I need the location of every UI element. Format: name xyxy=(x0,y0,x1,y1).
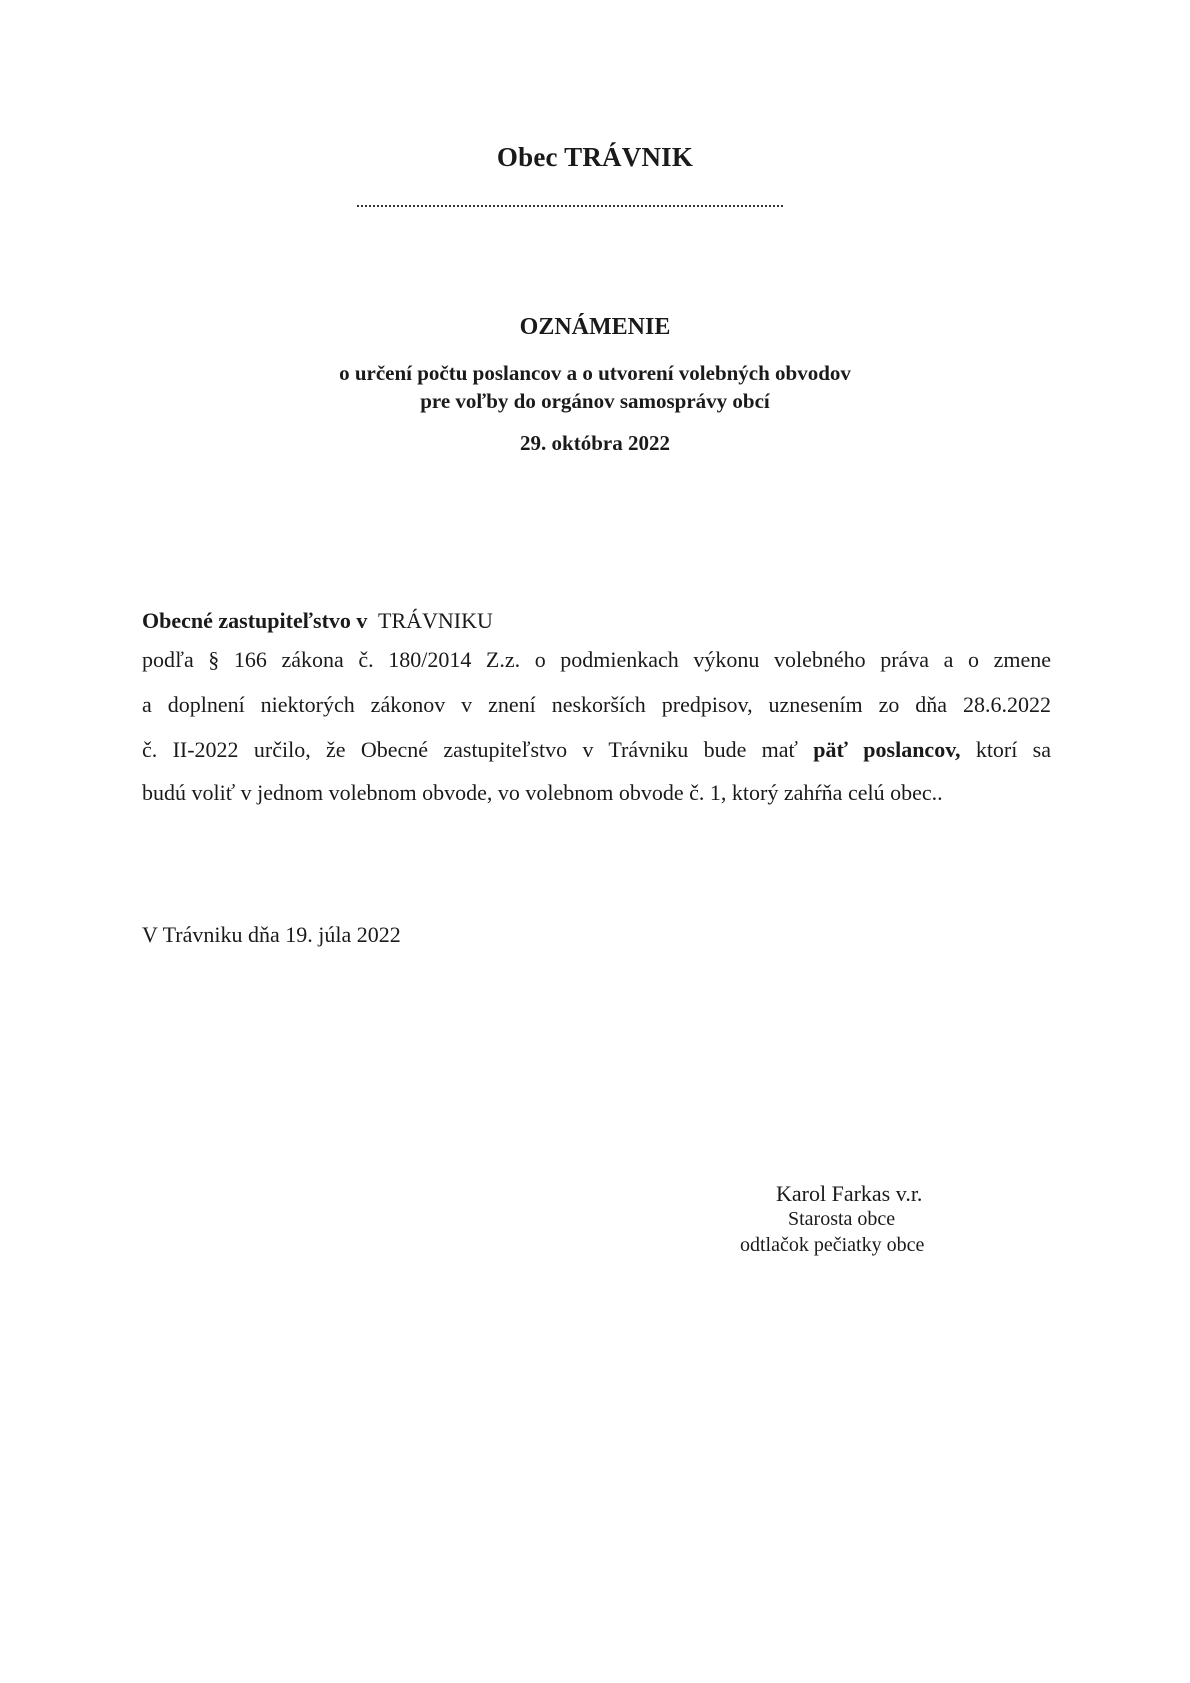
dotted-divider xyxy=(357,205,783,207)
body-text-line-1: podľa § 166 zákona č. 180/2014 Z.z. o podmienkach výkonu volebného práva a o zmene xyxy=(142,647,1051,672)
body-text-line-3-end: ktorí sa xyxy=(975,737,1052,762)
signer-role: Starosta obce xyxy=(788,1208,896,1230)
body-text-line-3 xyxy=(142,735,1051,765)
election-date: 29. októbra 2022 xyxy=(520,431,670,455)
council-place: TRÁVNIKU xyxy=(378,608,493,633)
deputies-count: päť poslancov, xyxy=(813,737,961,762)
notice-subtitle-line-2: pre voľby do orgánov samosprávy obcí xyxy=(420,389,770,413)
body-text-line-4: budú voliť v jednom volebnom obvode, vo volebnom obvode č. 1, ktorý zahŕňa celú obec.. xyxy=(142,780,943,805)
body-text-line-2: a doplnení niektorých zákonov v znení neskorších predpisov, uznesením zo dňa 28.6.2022 xyxy=(142,692,1051,717)
council-name: Obecné zastupiteľstvo v xyxy=(142,608,368,633)
municipality-title: Obec TRÁVNIK xyxy=(496,142,694,172)
place-and-date: V Trávniku dňa 19. júla 2022 xyxy=(142,922,401,947)
notice-subtitle-line-1: o určení počtu poslancov a o utvorení volebných obvodov xyxy=(339,361,851,385)
body-text-line-3-start: č. II-2022 určilo, že Obecné zastupiteľstvo v Trávniku bude mať xyxy=(142,737,798,762)
notice-heading: OZNÁMENIE xyxy=(519,314,671,340)
council-line xyxy=(142,606,1051,636)
stamp-note: odtlačok pečiatky obce xyxy=(740,1234,925,1256)
signer-name: Karol Farkas v.r. xyxy=(776,1181,923,1206)
